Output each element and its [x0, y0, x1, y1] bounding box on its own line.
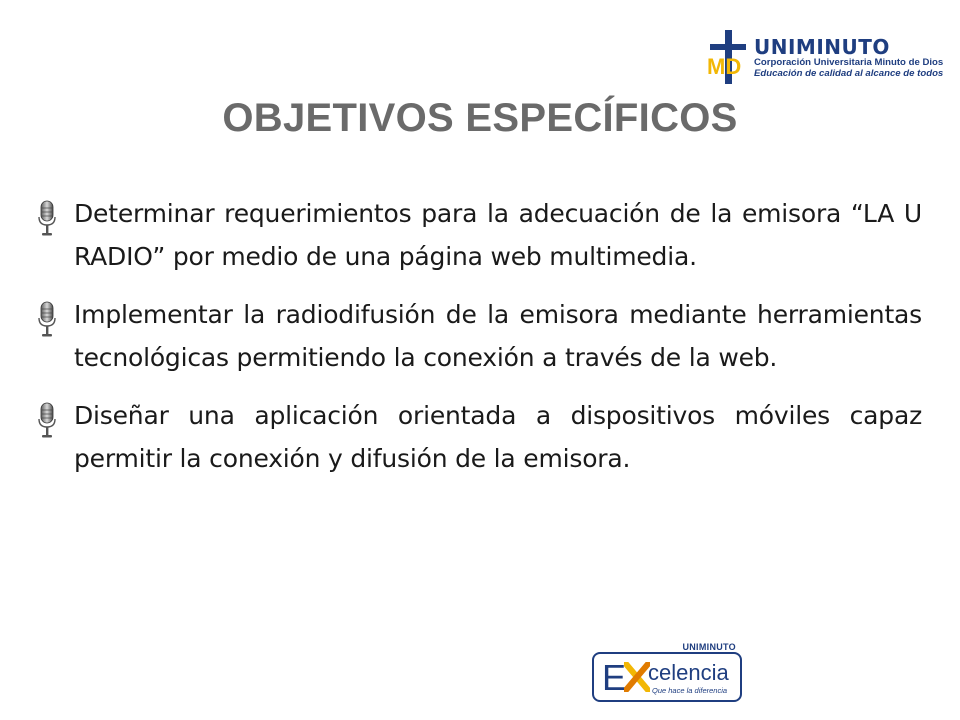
badge-letter-e: E	[602, 657, 627, 698]
uniminuto-logo	[706, 30, 944, 84]
list-item	[36, 192, 922, 278]
x-mark-icon	[624, 662, 650, 692]
microphone-icon	[36, 402, 58, 438]
badge-tagline: Que hace la diferencia	[652, 686, 728, 695]
objective-text: Diseñar una aplicación orientada a dispositivos móviles capaz permitir la conexión y difusión de la emisora.	[74, 401, 922, 473]
objectives-list	[36, 192, 922, 495]
badge-box	[592, 652, 742, 702]
slide-title: OBJETIVOS ESPECÍFICOS	[222, 96, 738, 140]
badge-label: UNIMINUTO	[682, 642, 736, 652]
md-letters: MD	[707, 54, 742, 79]
objective-text: Determinar requerimientos para la adecuación de la emisora “LA U RADIO” por medio de una página web multimedia.	[74, 199, 922, 271]
brand-subtitle: Corporación Universitaria Minuto de Dios	[754, 57, 944, 68]
excelencia-logo	[592, 640, 744, 704]
brand-tagline: Educación de calidad al alcance de todos	[754, 68, 944, 79]
badge-word: celencia	[648, 660, 729, 685]
md-cross-logo-icon	[706, 30, 750, 84]
microphone-icon	[36, 200, 58, 236]
brand-name: UNIMINUTO	[754, 35, 890, 59]
objective-text: Implementar la radiodifusión de la emisora mediante herramientas tecnológicas permitiendo la conexión a través de la web.	[74, 300, 922, 372]
microphone-icon	[36, 301, 58, 337]
list-item	[36, 394, 922, 480]
list-item	[36, 293, 922, 379]
